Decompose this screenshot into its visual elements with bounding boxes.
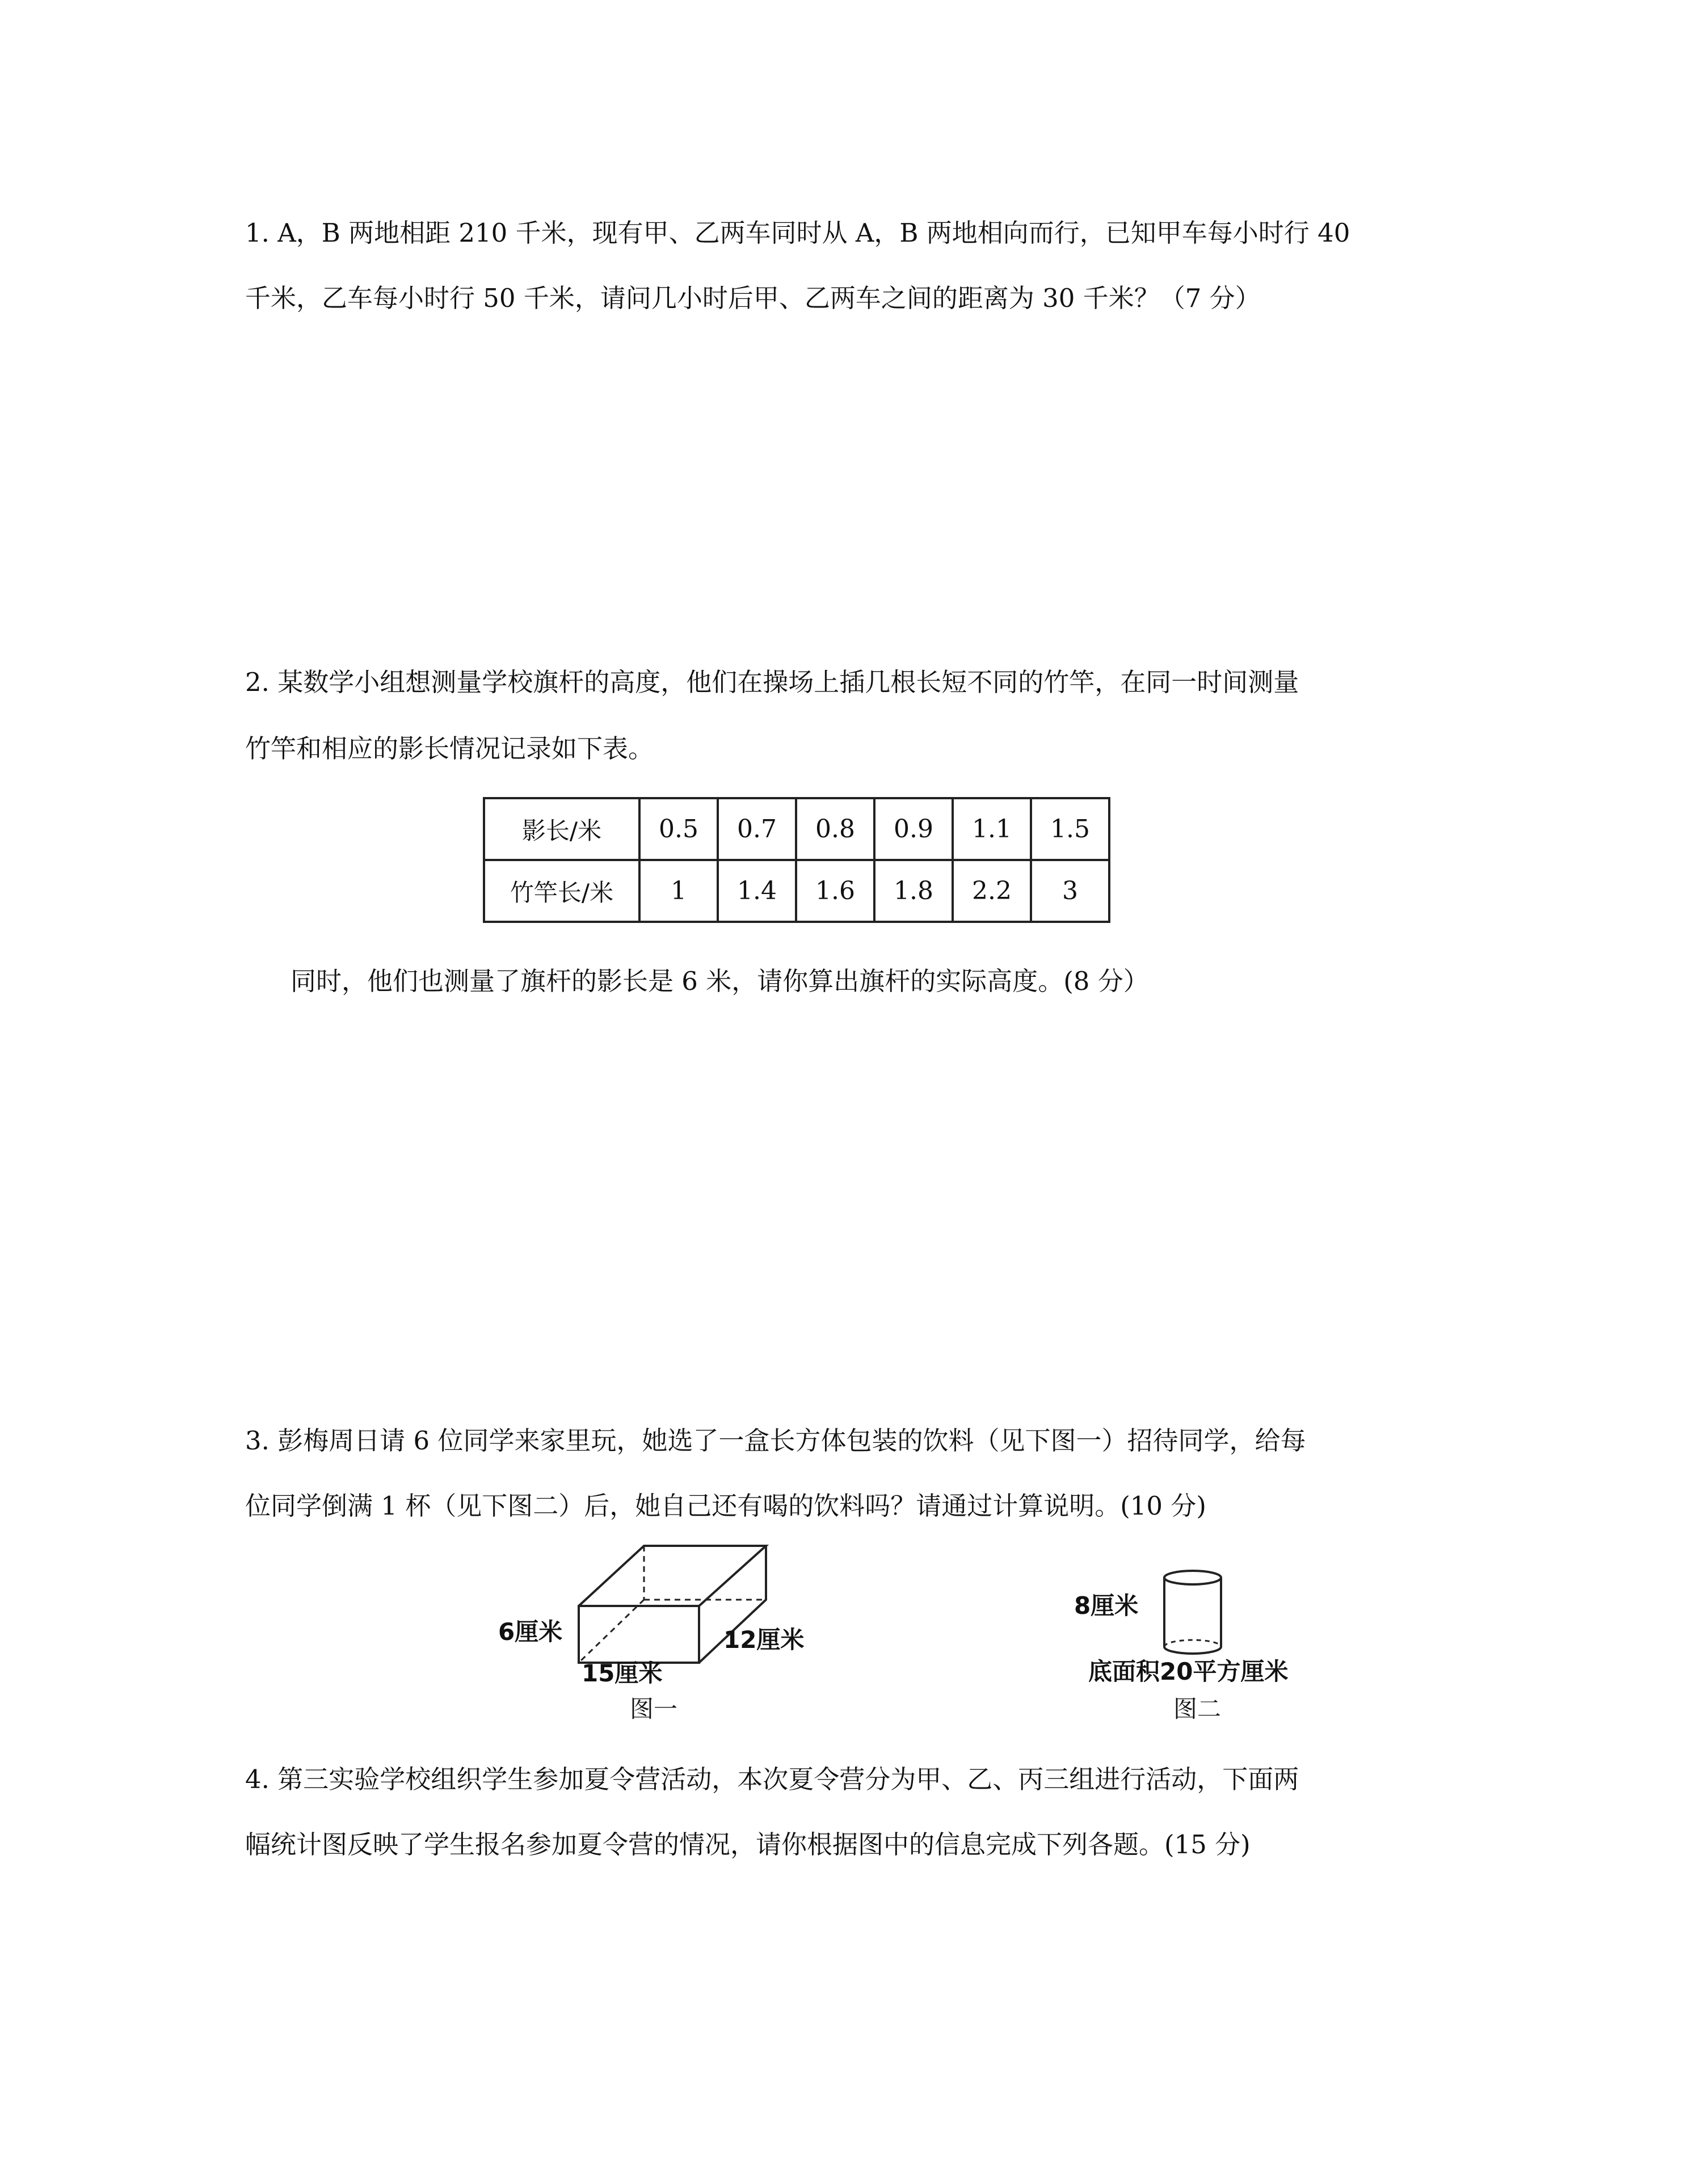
table-cell: 1.5 — [1031, 798, 1109, 860]
cuboid-length-label: 15厘米 — [582, 1659, 663, 1687]
table-cell: 2.2 — [953, 860, 1031, 922]
cuboid-front-face — [579, 1606, 699, 1663]
table-cell: 3 — [1031, 860, 1109, 922]
table-cell: 1.1 — [953, 798, 1031, 860]
table-cell: 0.5 — [639, 798, 718, 860]
question-3-line-2: 位同学倒满 1 杯（见下图二）后，她自己还有喝的饮料吗？请通过计算说明。(10 分) — [245, 1491, 1206, 1521]
question-2-line-1: 2. 某数学小组想测量学校旗杆的高度，他们在操场上插几根长短不同的竹竿，在同一时间测量 — [245, 667, 1299, 697]
question-2-line-2: 竹竿和相应的影长情况记录如下表。 — [245, 733, 654, 764]
shadow-length-table — [483, 797, 1110, 923]
table-cell: 0.8 — [796, 798, 874, 860]
table-row-header: 竹竿长/米 — [484, 860, 639, 922]
cup-top-ellipse — [1164, 1571, 1221, 1584]
question-4-line-2: 幅统计图反映了学生报名参加夏令营的情况，请你根据图中的信息完成下列各题。(15 分) — [245, 1829, 1251, 1860]
cup-height-label: 8厘米 — [1074, 1592, 1139, 1620]
question-1-line-1: 1. A，B 两地相距 210 千米，现有甲、乙两车同时从 A，B 两地相向而行，已知甲车每小时行 40 — [245, 218, 1350, 248]
cylinder-cup-figure — [1160, 1569, 1228, 1659]
figure-2-caption: 图二 — [1173, 1695, 1222, 1723]
table-cell: 1.6 — [796, 860, 874, 922]
question-3-line-1: 3. 彭梅周日请 6 位同学来家里玩，她选了一盒长方体包装的饮料（见下图一）招待同学，给每 — [245, 1426, 1306, 1456]
table-row-header: 影长/米 — [484, 798, 639, 860]
cuboid-top-face — [579, 1546, 766, 1606]
cup-bottom-arc — [1164, 1647, 1221, 1654]
cup-hidden-arc — [1164, 1640, 1221, 1647]
table-cell: 1 — [639, 860, 718, 922]
table-cell: 0.7 — [718, 798, 796, 860]
table-cell: 1.8 — [874, 860, 953, 922]
cuboid-height-label: 6厘米 — [498, 1618, 563, 1646]
table-row — [484, 860, 1109, 922]
cup-base-area-label: 底面积20平方厘米 — [1088, 1658, 1289, 1685]
figure-1-caption: 图一 — [630, 1695, 678, 1723]
question-2-after-table: 同时，他们也测量了旗杆的影长是 6 米，请你算出旗杆的实际高度。(8 分） — [291, 966, 1149, 996]
table-cell: 1.4 — [718, 860, 796, 922]
table-cell: 0.9 — [874, 798, 953, 860]
cuboid-width-label: 12厘米 — [723, 1626, 805, 1654]
question-4-line-1: 4. 第三实验学校组织学生参加夏令营活动，本次夏令营分为甲、乙、丙三组进行活动，下面两 — [245, 1764, 1299, 1794]
table-row — [484, 798, 1109, 860]
question-1-line-2: 千米，乙车每小时行 50 千米，请问几小时后甲、乙两车之间的距离为 30 千米？（7 分） — [245, 283, 1261, 313]
